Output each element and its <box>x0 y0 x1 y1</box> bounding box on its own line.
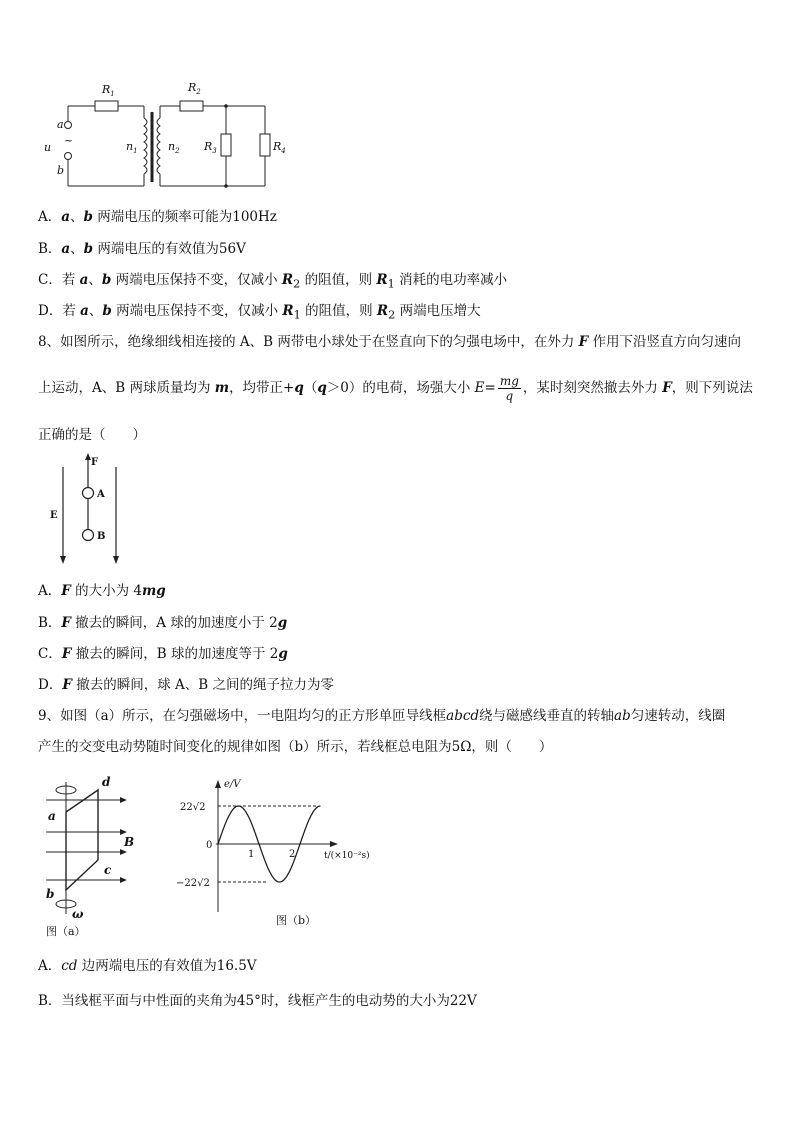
label-field-b: B <box>124 835 135 849</box>
label-n2: $n_2$ <box>168 140 180 155</box>
label-b: b <box>57 164 65 177</box>
label-field-e: E <box>50 510 58 521</box>
figure-a-caption: 图（a） <box>46 925 86 938</box>
q7-option-b: B．a、b 两端电压的有效值为56V <box>38 241 246 257</box>
label-r3: $R_3$ <box>204 140 217 155</box>
q8-option-d: D．F 撤去的瞬间，球 A、B 之间的绳子拉力为零 <box>38 677 334 693</box>
label-ball-b: B <box>97 531 106 542</box>
label-c: c <box>104 863 112 877</box>
label-omega: ω <box>72 907 84 921</box>
q9-stem-line1: 9、如图（a）所示，在匀强磁场中，一电阻均匀的正方形单匝导线框abcd绕与磁感线垂直的转轴ab匀速转动，线圈 <box>38 708 726 724</box>
label-ball-a: A <box>97 489 105 500</box>
label-a: a <box>57 118 64 131</box>
x-axis-label: t/(×10⁻²s) <box>324 851 370 861</box>
label-force-f: F <box>91 457 99 468</box>
label-a: a <box>48 809 56 823</box>
q8-option-b: B．F 撤去的瞬间，A 球的加速度小于 2g <box>38 615 288 631</box>
label-r1: $R_1$ <box>102 83 115 98</box>
tick-t2: 2 <box>289 849 296 860</box>
tick-zero: 0 <box>206 840 213 851</box>
emf-time-chart <box>170 774 400 934</box>
charged-balls-figure <box>48 452 138 567</box>
q8-stem-line1: 8、如图所示，绝缘细线相连接的 A、B 两带电小球处于在竖直向下的匀强电场中，在外力 F 作用下沿竖直方向匀速向 <box>38 334 742 350</box>
label-d: d <box>102 775 111 789</box>
field-fraction: $\frac{mg}{q}$ <box>499 374 519 403</box>
q8-stem-line3: 正确的是（ ） <box>38 427 146 443</box>
figure-b-caption: 图（b） <box>276 914 317 927</box>
label-r2: $R_2$ <box>188 81 201 96</box>
q8-option-a: A．F 的大小为 4mg <box>38 583 166 599</box>
tick-ymin: −22√2 <box>176 878 210 889</box>
q7-option-a: A．a、b 两端电压的频率可能为100Hz <box>38 209 277 225</box>
label-n1: $n_1$ <box>126 140 138 155</box>
q8-stem-line2: 上运动，A、B 两球质量均为 m，均带正+q（q＞0）的电荷，场强大小 E= $\frac{mg}{q}$ ，某时刻突然撤去外力 F，则下列说法 <box>38 374 753 403</box>
transformer-circuit-figure <box>40 76 290 191</box>
y-axis-label: e/V <box>224 779 241 790</box>
label-b: b <box>46 887 55 901</box>
q9-option-a: A．cd 边两端电压的有效值为16.5V <box>38 958 257 974</box>
label-ac-source: ~ <box>64 134 74 147</box>
q8-option-c: C．F 撤去的瞬间，B 球的加速度等于 2g <box>38 646 288 662</box>
tick-t1: 1 <box>248 849 255 860</box>
label-r4: $R_4$ <box>273 140 286 155</box>
q7-option-d: D．若 a、b 两端电压保持不变，仅减小 $R_1$ 的阻值，则 $R_2$ 两端电压增大 <box>38 303 481 322</box>
q7-option-c: C．若 a、b 两端电压保持不变，仅减小 $R_2$ 的阻值，则 $R_1$ 消耗的电功率减小 <box>38 272 508 291</box>
q9-option-b: B．当线框平面与中性面的夹角为45°时，线框产生的电动势的大小为22V <box>38 993 477 1009</box>
tick-ymax: 22√2 <box>180 802 206 813</box>
rotating-coil-figure <box>38 772 148 942</box>
label-u: u <box>44 141 52 154</box>
q9-stem-line2: 产生的交变电动势随时间变化的规律如图（b）所示，若线框总电阻为5Ω，则（ ） <box>38 739 553 755</box>
